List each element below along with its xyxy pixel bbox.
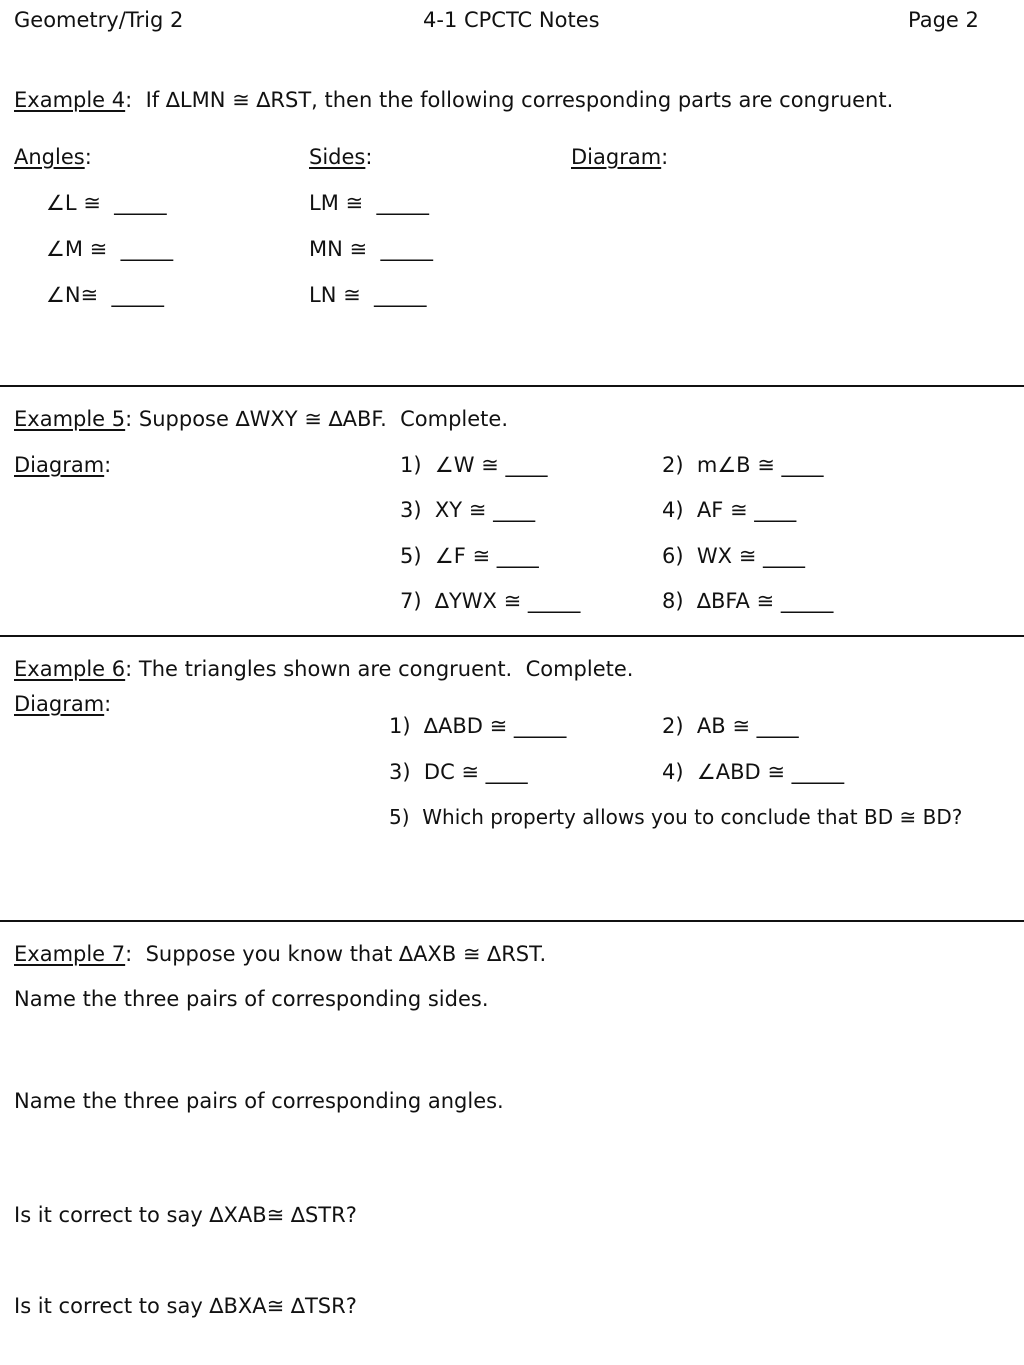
page-number: Page 2 bbox=[908, 8, 979, 32]
example5-item-1: 1) ∠W ≅ ____ bbox=[400, 453, 548, 477]
section-divider bbox=[0, 920, 1024, 922]
example7-statement: : Suppose you know that ∆AXB ≅ ∆RST. bbox=[125, 942, 547, 966]
example6-item-5: 5) Which property allows you to conclude that BD ≅ BD? bbox=[389, 805, 963, 829]
example6-item-4: 4) ∠ABD ≅ _____ bbox=[662, 760, 845, 784]
example4-sides-heading bbox=[309, 147, 372, 168]
example5-line bbox=[14, 409, 508, 430]
colon: : bbox=[104, 692, 112, 716]
diagram-heading-text: Diagram bbox=[14, 453, 105, 477]
example4-label: Example 4 bbox=[14, 88, 126, 112]
diagram-heading-text: Diagram bbox=[571, 145, 662, 169]
example5-item-5: 5) ∠F ≅ ____ bbox=[400, 544, 539, 568]
example6-item-2: 2) AB ≅ ____ bbox=[662, 714, 799, 738]
example7-question-xab: Is it correct to say ∆XAB≅ ∆STR? bbox=[14, 1203, 357, 1227]
sides-heading-text: Sides bbox=[309, 145, 366, 169]
colon: : bbox=[84, 145, 92, 169]
example4-angle-1: ∠L ≅ _____ bbox=[46, 191, 167, 215]
section-divider bbox=[0, 385, 1024, 387]
example4-angle-3: ∠N≅ _____ bbox=[46, 283, 164, 307]
section-divider bbox=[0, 635, 1024, 637]
example5-label: Example 5 bbox=[14, 407, 126, 431]
example4-line bbox=[14, 90, 893, 111]
example6-line bbox=[14, 659, 633, 680]
example5-item-2: 2) m∠B ≅ ____ bbox=[662, 453, 824, 477]
example4-side-3: LN ≅ _____ bbox=[309, 283, 427, 307]
example6-item-3: 3) DC ≅ ____ bbox=[389, 760, 528, 784]
colon: : bbox=[104, 453, 112, 477]
angles-heading-text: Angles bbox=[14, 145, 85, 169]
page-title: 4-1 CPCTC Notes bbox=[423, 8, 600, 32]
example4-angle-2: ∠M ≅ _____ bbox=[46, 237, 174, 261]
example5-item-3: 3) XY ≅ ____ bbox=[400, 498, 536, 522]
example5-item-6: 6) WX ≅ ____ bbox=[662, 544, 806, 568]
header-course: Geometry/Trig 2 bbox=[14, 8, 184, 32]
example4-side-1: LM ≅ _____ bbox=[309, 191, 429, 215]
example7-question-sides: Name the three pairs of corresponding sides. bbox=[14, 987, 489, 1011]
example6-label: Example 6 bbox=[14, 657, 126, 681]
example6-item-1: 1) ∆ABD ≅ _____ bbox=[389, 714, 567, 738]
example6-statement: : The triangles shown are congruent. Complete. bbox=[125, 657, 634, 681]
example5-item-7: 7) ∆YWX ≅ _____ bbox=[400, 589, 581, 613]
example5-item-4: 4) AF ≅ ____ bbox=[662, 498, 797, 522]
colon: : bbox=[365, 145, 373, 169]
example7-question-bxa: Is it correct to say ∆BXA≅ ∆TSR? bbox=[14, 1294, 357, 1318]
colon: : bbox=[661, 145, 669, 169]
example5-statement: : Suppose ∆WXY ≅ ∆ABF. Complete. bbox=[125, 407, 508, 431]
example4-angles-heading bbox=[14, 147, 92, 168]
diagram-heading-text: Diagram bbox=[14, 692, 105, 716]
example5-diagram-heading bbox=[14, 455, 111, 476]
example4-statement: : If ∆LMN ≅ ∆RST, then the following corresponding parts are congruent. bbox=[125, 88, 894, 112]
example7-line bbox=[14, 944, 546, 965]
example6-diagram-heading bbox=[14, 694, 111, 715]
example4-side-2: MN ≅ _____ bbox=[309, 237, 433, 261]
example7-label: Example 7 bbox=[14, 942, 126, 966]
example4-diagram-heading bbox=[571, 147, 668, 168]
example5-item-8: 8) ∆BFA ≅ _____ bbox=[662, 589, 834, 613]
example7-question-angles: Name the three pairs of corresponding angles. bbox=[14, 1089, 504, 1113]
